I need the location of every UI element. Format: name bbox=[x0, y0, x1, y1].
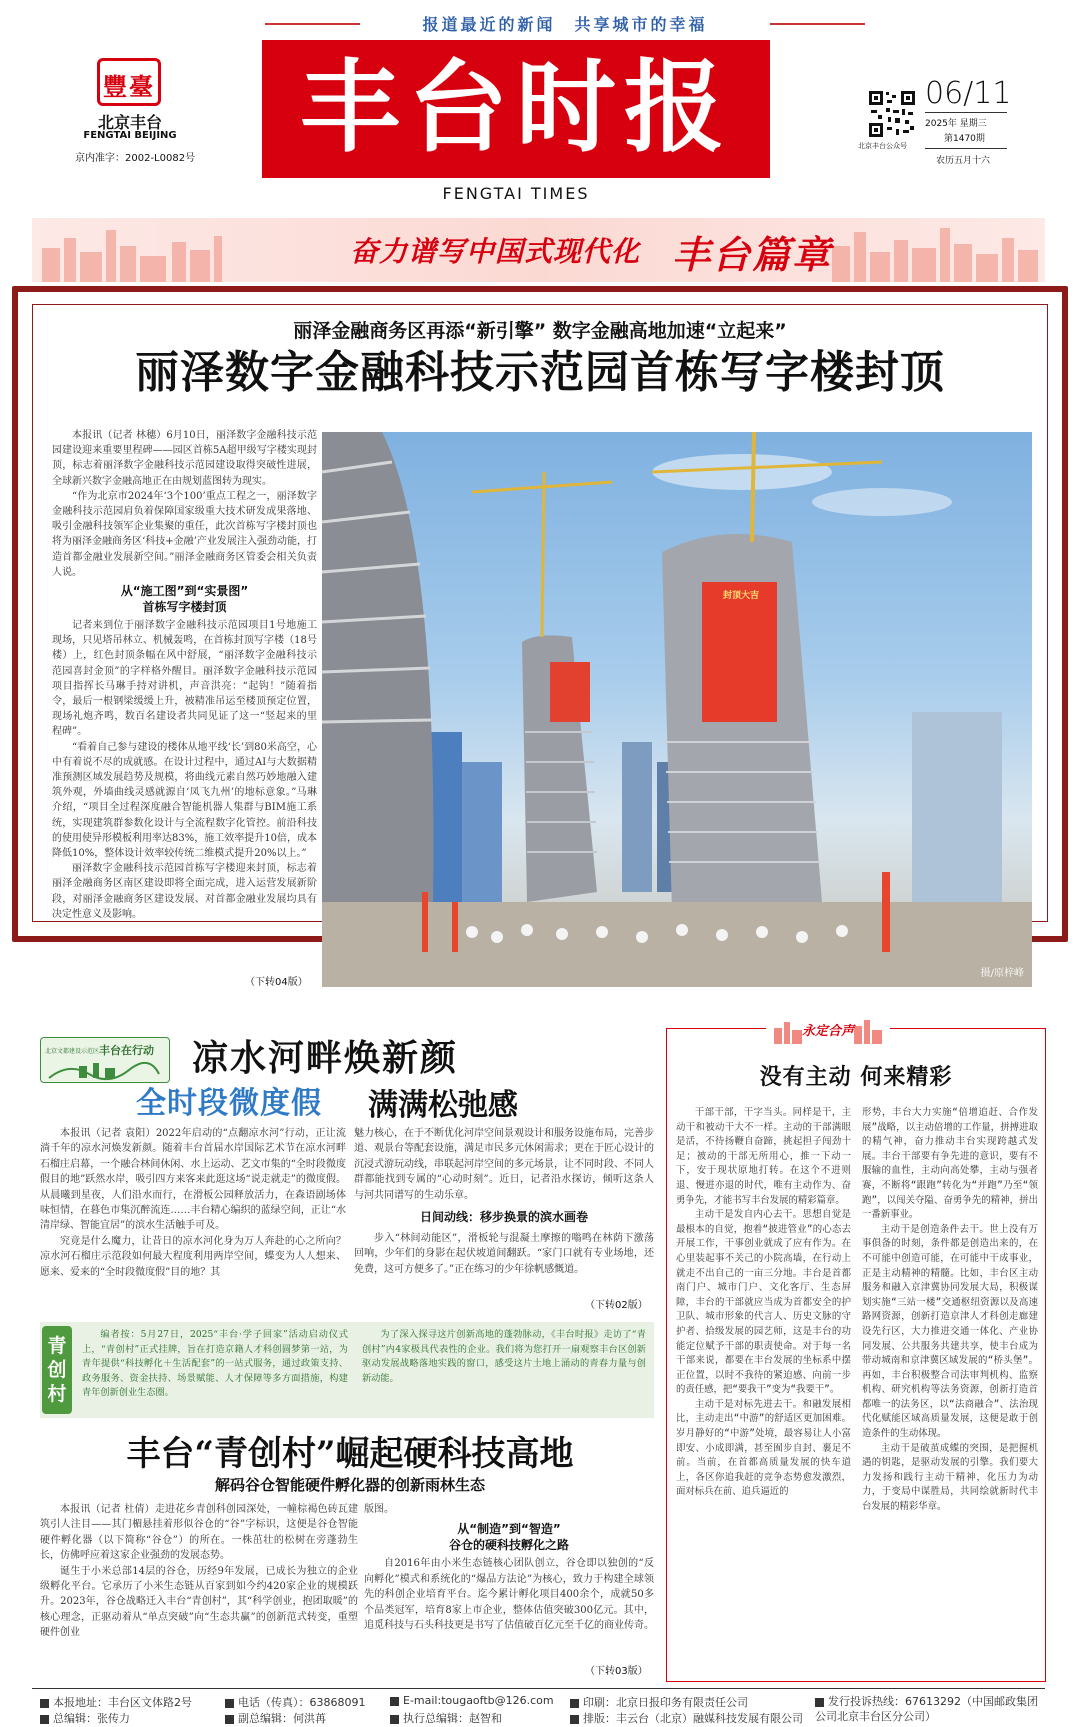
qingchuang-subhead-b: 谷仓的硬科技孵化之路 bbox=[448, 1538, 569, 1553]
commentary-paragraph: 主动干是破茧成蝶的突围，是把握机遇的钥匙，是驱动发展的引擎。我们要大力发扬和践行主动干精神，化压力为动力，于变局中谋胜局，共同绘就新时代丰台发展的精彩华章。 bbox=[862, 1442, 1038, 1513]
footer-phone bbox=[225, 1694, 366, 1710]
construction-scene-illustration bbox=[322, 432, 1032, 987]
river-headline-tail: 满满松弛感 bbox=[368, 1088, 518, 1123]
district-seal-text: 豐臺 bbox=[103, 72, 155, 101]
commentary-paragraph: 干部干部，干字当头。同样是干，主动干和被动干大不一样。主动的干部满眼是活，不待扬鞭自奋蹄，挑起担子闯劲十足；被动的干部无所用心，推一下动一下，安于现状原地打转。在这个不进则退、慢进亦退的时代，唯有主动作为、奋勇争先，才能书写丰台发展的精彩篇章。 bbox=[676, 1107, 851, 1206]
banner-slogan-left: 奋力谱写中国式现代化 bbox=[350, 235, 641, 268]
qr-caption: 北京丰台公众号 bbox=[858, 142, 907, 150]
lead-paragraph: “作为北京市2024年‘3个100’重点工程之一，丽泽数字金融科技示范园肩负着保障国家级重大技术研发成果落地、吸引金融科技领军企业集聚的重任，此次首栋写字楼封顶也将为丽泽金融商务区‘科技+金融’产业发展注入强劲动能，打造首都金融业发展新空间。”丽泽金融商务区管委会相关负责人说。 bbox=[52, 490, 317, 578]
footer-print bbox=[570, 1694, 748, 1710]
commentary-col-1 bbox=[676, 1106, 851, 1674]
qingchuang-col-1 bbox=[40, 1502, 358, 1662]
footer-layout-text: 排版：丰云台（北京）融媒科技发展有限公司 bbox=[583, 1712, 803, 1725]
issue-date: 06/11 bbox=[925, 76, 1012, 111]
district-name-en: FENGTAI BEIJING bbox=[83, 130, 177, 141]
footer-deputy-text: 副总编辑：何洪苒 bbox=[238, 1712, 326, 1725]
banner-slogan-right: 丰台篇章 bbox=[672, 232, 833, 277]
issue-number: 第1470期 bbox=[944, 134, 985, 144]
qingchuang-subhead-a: 从“制造”到“智造” bbox=[457, 1522, 561, 1537]
footer-distribution-text: 发行投诉热线：67613292（中国邮政集团公司北京丰台区分公司） bbox=[815, 1695, 1038, 1723]
qingchuang-summary-2: 为了深入探寻这片创新高地的蓬勃脉动，《丰台时报》走访了“青创村”内4家极具代表性的企业。我们将为您打开一扇观察丰台区创新驱动发展战略落地实践的窗口，感受这片土地上涌动的青春力量与创新动能。 bbox=[362, 1329, 646, 1384]
footer-exec bbox=[390, 1710, 502, 1726]
issue-year-week: 2025年 星期三 bbox=[925, 119, 987, 129]
footer-phone-text: 电话（传真）：63868091 bbox=[238, 1696, 366, 1709]
qingchuang-paragraph: 诞生于小米总部14层的谷仓，历经9年发展，已成长为独立的企业级孵化平台。它承历了小米生态链从百家到如今约420家企业的规模跃升。2023年，谷仓战略迁入丰台“青创村”，其“科学创业，抱团取暖”的核心理念，正驱动着从“单点突破”向“生态共赢”的创新范式转变，重塑硬件创业 bbox=[40, 1565, 358, 1639]
title-block bbox=[262, 40, 770, 178]
cn-number: 京内准字：2002-L0082号 bbox=[75, 153, 196, 164]
river-headline-accent: 全时段微度假 bbox=[136, 1086, 322, 1121]
photo-credit: 摄/原梓峰 bbox=[980, 968, 1024, 979]
commentary-tag-text: 永定合声 bbox=[801, 1024, 854, 1039]
footer-distribution bbox=[815, 1694, 1045, 1724]
qingchuang-badge bbox=[42, 1326, 72, 1414]
footer-rule bbox=[32, 1688, 1045, 1689]
qingchuang-subhead: 解码谷仓智能硬件孵化器的创新雨林生态 bbox=[214, 1476, 485, 1494]
footer-address bbox=[40, 1694, 192, 1710]
commentary-paragraph: 主动干是发自内心去干。思想自觉是最根本的自觉，抱着“披进管业”的心态去开展工作，干事创业就成了应有作为。在心里装起事不关己的小院高墙，在行动上就走不出自己的一亩三分地。丰台是首都南门户、城市门户、文化客厅、生态屏障，丰台的干部就应当成为首都安全的护卫队、城市形象的代言人、历史文脉的守护者、拾级发展的园艺师，这是丰台的功能定位赋予干部的职责使命。对于每一名干部来说，都要在丰台发展的坐标系中摆正位置，以时不我待的紧迫感、向前一步的责任感，把“要我干”变为“我要干”。 bbox=[676, 1209, 851, 1396]
qingchuang-summary-1: 编者按：5月27日，2025“丰台·学子回家”活动启动仪式上，“青创村”正式挂牌，旨在打造京籍人才科创圆梦第一站，为青年提供“科技孵化＋生活配套”的一站式服务，通过政策支持、政务服务、资金扶持、场景赋能、人才保障等多方面措施，构建青年创新创业生态圈。 bbox=[82, 1329, 348, 1398]
newspaper-title: 丰台时报 bbox=[300, 49, 732, 166]
footer-editor bbox=[40, 1710, 130, 1726]
lunar-date: 农历五月十六 bbox=[936, 156, 991, 166]
qingchuang-paragraph: 版图。 bbox=[364, 1504, 394, 1515]
river-logo-subtext: 北京文都建设示范区 bbox=[45, 1048, 100, 1055]
masthead bbox=[0, 0, 1080, 215]
qingchuang-badge-text: 青创村 bbox=[47, 1335, 67, 1405]
leaf-icon bbox=[49, 1060, 159, 1080]
footer-layout bbox=[570, 1710, 803, 1726]
lead-paragraph: 本报讯（记者 林穗）6月10日，丽泽数字金融科技示范园建设迎来重要里程碑——园区首栋5A超甲级写字楼实现封顶，标志着丽泽数字金融科技示范园建设取得突破性进展，全球新兴数字金融高地正在由规划蓝图转为现实。 bbox=[52, 430, 317, 487]
river-paragraph: 步入“林间动能区”，滑板轮与混凝土摩擦的嗡鸣在林荫下激荡回响，少年们的身影在起伏坡道间翻跃。“家门口就有专业场地，还免费，这可方便多了。”正在练习的少年徐帆感慨道。 bbox=[354, 1233, 654, 1275]
qingchuang-paragraph: 自2016年由小米生态链核心团队创立，谷仓即以独创的“反向孵化”模式和系统化的“爆品方法论”为核心，致力于构建全球领先的科创企业培育平台。迄今累计孵化项目400余个，成就50多个品类冠军，培育8家上市企业，整体估值突破300亿元。其中，追觅科技与石头科技更是书写了估值破百亿元至千亿的商业传奇。 bbox=[364, 1558, 654, 1632]
river-paragraph: 究竟是什么魔力，让昔日的凉水河化身为万人奔赴的心之所向？凉水河石榴庄示范段如何最大程度利用两岸空间，蝶变为人人想来、愿来、爱来的“全时段微度假”目的地？其 bbox=[40, 1235, 346, 1278]
lead-paragraph: “看着自己参与建设的楼体从地平线‘长’到80米高空，心中有着说不尽的成就感。在设计过程中，通过AI与大数据精准预测区域发展趋势及规模，将曲线元素自然巧妙地融入建筑外观，外墙曲线灵感就源自‘凤飞九州’的地标意象。”马琳介绍，“项目全过程深度融合智能机器人集群与BIM施工系统，实现建筑群参数化设计与全流程数字化管控。前沿科技的使用使异形模板利用率达83%，施工效率提升10倍，成本降低10%，整体设计效率较传统二维模式提升20%以上。” bbox=[52, 741, 317, 860]
newspaper-title-en: FENGTAI TIMES bbox=[442, 184, 590, 203]
commentary-col-2 bbox=[862, 1106, 1038, 1674]
qr-code bbox=[868, 90, 916, 138]
lead-photo bbox=[322, 432, 1032, 987]
building-banner-text: 封顶大吉 bbox=[722, 591, 759, 601]
commentary-paragraph: 形势，丰台大力实施“倍增追赶、合作发展”战略，以主动倍增的工作量，拼搏进取的精气神，奋力推动丰台实现跨越式发展。丰台干部要有争先进的意识，要有不服输的血性，主动向高处攀，主动与强者赛，不断将“跟跑”转化为“并跑”乃至“领跑”，以闯关夺隘、奋勇争先的精神，拼出一番新事业。 bbox=[862, 1107, 1038, 1221]
commentary-paragraph: 主动干是创造条件去干。世上没有万事俱备的时刻，条件都是创造出来的，在不可能中创造可能，在可能中干成事业，正是主动精神的精髓。比如，丰台区主动服务和融入京津冀协同发展大局，积极谋划实施“三站一楼”交通枢纽资源以及高速路网资源，创新打造京津人才科创走廊建设先行区，大力推进交通一体化、产业协同发展、公共服务共建共享，使丰台成为带动城南和京津冀区域发展的“桥头堡”。再如，丰台积极整合司法审判机构、监察机构、研究机构等法务资源，创新打造首都唯一的法务区，以“法商融合”、法治现代化赋能区域高质量发展，这便是敢于创造条件的生动体现。 bbox=[862, 1223, 1038, 1440]
lead-paragraph: 记者来到位于丽泽数字金融科技示范园项目1号地施工现场，只见塔吊林立、机械轰鸣，在首栋封顶写字楼（18号楼）上，红色封顶条幅在风中舒展，“丽泽数字金融科技示范园喜封金顶”的字样格外醒目。丽泽数字金融科技示范园项目指挥长马琳手持对讲机，声音洪亮：“起钩！”随着指令，最后一根钢梁缓缓上升，被精准吊运至楼顶预定位置，现场礼炮齐鸣，数百名建设者共同见证了这一“竖起来的里程碑”。 bbox=[52, 620, 317, 738]
qingchuang-paragraph: 本报讯（记者 杜倩）走进花乡青创科创园深处，一幢棕褐色砖瓦建筑引人注目——其门楣悬挂着形似谷仓的“谷”字标识，这便是谷仓智能硬件孵化器（以下简称“谷仓”）的所在。一株茁壮的松树在旁蓬勃生长，仿佛呼应着这家企业强劲的发展态势。 bbox=[40, 1504, 358, 1562]
lead-subhead-a: 从“施工图”到“实景图” bbox=[120, 584, 249, 599]
commentary-tag bbox=[770, 1018, 886, 1044]
qingchuang-continued: （下转03版） bbox=[585, 1666, 648, 1677]
lead-kicker: 丽泽金融商务区再添“新引擎” 数字金融高地加速“立起来” bbox=[293, 320, 787, 342]
masthead-slogan: 报道最近的新闻 共享城市的幸福 bbox=[422, 15, 708, 34]
commentary-paragraph: 主动干是对标先进去干。和融发展相比，主动走出“中游”的舒适区更加困难。岁月静好的“中游”处境，最容易让人小富即安、小成即满，甚至囿步自封、裹足不前。当前，在首都高质量发展的快车道上，各区你追我赶的竞争态势愈发激烈，面对标兵在前、追兵逼近的 bbox=[676, 1398, 851, 1498]
river-paragraph: 魅力核心，在于不断优化河岸空间景观设计和服务设施布局，完善步道、观景台等配套设施，满足市民多元休闲需求；更在于匠心设计的沉浸式游玩动线，串联起河岸空间的多元场景，让不同时段、不同人群都能找到专属的“心动时刻”。近日，记者沿水探访，倾听这条人与河共同谱写的生动乐章。 bbox=[354, 1128, 654, 1201]
lead-article-text bbox=[52, 428, 317, 920]
district-seal bbox=[97, 58, 161, 106]
footer-email-text: E-mail:tougaoftb@126.com bbox=[403, 1694, 554, 1707]
river-logo-text: 丰台在行动 bbox=[99, 1044, 154, 1057]
district-name-cn: 北京丰台 bbox=[97, 113, 162, 132]
river-col-2 bbox=[354, 1126, 654, 1310]
river-col-1 bbox=[40, 1126, 346, 1310]
lead-paragraph: 丽泽数字金融科技示范园首栋写字楼迎来封顶，标志着丽泽金融商务区南区建设即将全面完成，进入运营发展新阶段，对丽泽金融商务区建设发展、对首都金融业发展均具有决定性意义及影响。 bbox=[52, 863, 317, 920]
footer-address-text: 本报地址：丰台区文体路2号 bbox=[53, 1696, 192, 1709]
lead-continued: （下转04版） bbox=[245, 977, 308, 988]
footer-deputy bbox=[225, 1710, 326, 1726]
qingchuang-col-2 bbox=[364, 1502, 654, 1662]
footer-email bbox=[390, 1694, 554, 1707]
river-subhead: 日间动线：移步换景的滨水画卷 bbox=[419, 1210, 588, 1225]
theme-banner bbox=[32, 218, 1045, 282]
footer-print-text: 印刷：北京日报印务有限责任公司 bbox=[583, 1696, 748, 1709]
river-continued: （下转02版） bbox=[585, 1300, 648, 1311]
commentary-headline: 没有主动 何来精彩 bbox=[759, 1065, 953, 1090]
river-headline-main: 凉水河畔焕新颜 bbox=[192, 1037, 459, 1079]
qingchuang-headline: 丰台“青创村”崛起硬科技高地 bbox=[126, 1434, 574, 1474]
footer-editor-text: 总编辑：张传力 bbox=[53, 1712, 130, 1725]
lead-headline: 丽泽数字金融科技示范园首栋写字楼封顶 bbox=[135, 347, 945, 398]
lead-subhead-b: 首栋写字楼封顶 bbox=[142, 600, 227, 615]
river-paragraph: 本报讯（记者 袁阳）2022年启动的“点翻凉水河”行动，正让流淌千年的凉水河焕发新颜。随着丰台首届水岸国际艺术节在凉水河畔石榴庄启幕，一个融合林间休闲、水上运动、艺文市集的“全时段微度假目的地”跃然水岸，吸引四方来客来此逛这场“说走就走”的微度假。从晨曦到星夜，人们沿水而行，在滑板公园释放活力，在森语剧场体味恒情，在暮色市集沉醉流连……丰台精心编织的蓝绿空间，正让“水清岸绿、智能宜居”的滨水生活触手可及。 bbox=[40, 1128, 346, 1232]
slogan-bar bbox=[265, 10, 865, 38]
footer-exec-text: 执行总编辑：赵智和 bbox=[403, 1712, 502, 1725]
river-section-logo bbox=[40, 1037, 170, 1083]
